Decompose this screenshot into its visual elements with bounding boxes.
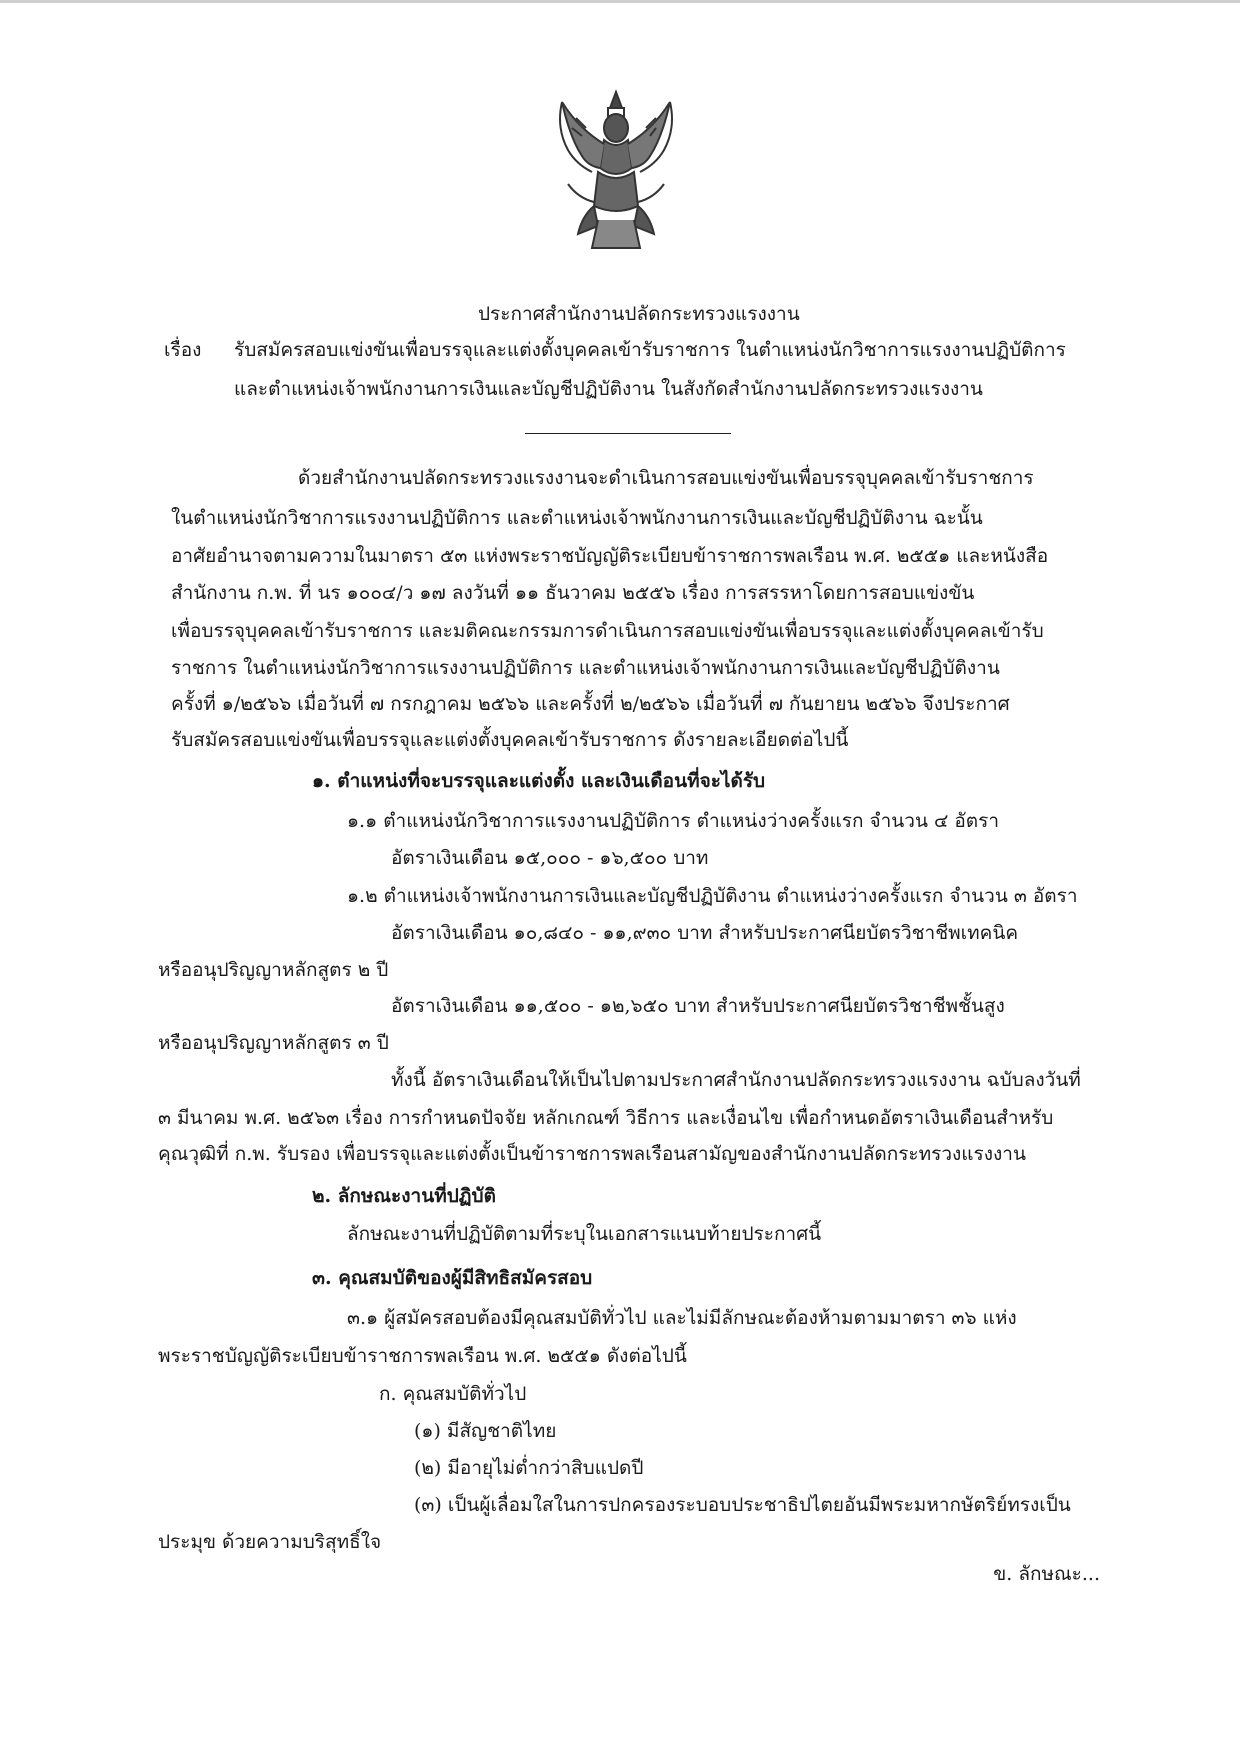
- position-1-2-salary-a-cont: หรืออนุปริญญาหลักสูตร ๒ ปี: [158, 959, 389, 981]
- general-qualifications-heading: ก. คุณสมบัติทั่วไป: [379, 1383, 527, 1405]
- salary-note-line: ๓ มีนาคม พ.ศ. ๒๕๖๓ เรื่อง การกำหนดปัจจัย หลักเกณฑ์ วิธีการ และเงื่อนไข เพื่อกำหนดอัตราเงินเดือนสำหรับ: [158, 1107, 1054, 1129]
- subject-line-1: รับสมัครสอบแข่งขันเพื่อบรรจุและแต่งตั้งบุคคลเข้ารับราชการ ในตำแหน่งนักวิชาการแรงงานปฏิบัติการ: [234, 339, 1066, 361]
- intro-line: รับสมัครสอบแข่งขันเพื่อบรรจุและแต่งตั้งบุคคลเข้ารับราชการ ดังรายละเอียดต่อไปนี้: [171, 729, 849, 751]
- qualification-item-cont: ประมุข ด้วยความบริสุทธิ์ใจ: [158, 1531, 382, 1553]
- qualification-item: (๑) มีสัญชาติไทย: [414, 1420, 557, 1442]
- position-1-2: ๑.๒ ตำแหน่งเจ้าพนักงานการเงินและบัญชีปฏิบัติงาน ตำแหน่งว่างครั้งแรก จำนวน ๓ อัตรา: [347, 885, 1078, 907]
- qualification-item: (๒) มีอายุไม่ต่ำกว่าสิบแปดปี: [414, 1457, 644, 1479]
- intro-line: ด้วยสำนักงานปลัดกระทรวงแรงงานจะดำเนินการสอบแข่งขันเพื่อบรรจุบุคคลเข้ารับราชการ: [298, 467, 1034, 489]
- continued-marker: ข. ลักษณะ...: [993, 1563, 1100, 1585]
- qualification-3-1-cont: พระราชบัญญัติระเบียบข้าราชการพลเรือน พ.ศ. ๒๕๕๑ ดังต่อไปนี้: [158, 1345, 687, 1367]
- intro-line: ครั้งที่ ๑/๒๕๖๖ เมื่อวันที่ ๗ กรกฎาคม ๒๕๖๖ และครั้งที่ ๒/๒๕๖๖ เมื่อวันที่ ๗ กันยายน ๒๕๖๖ จึงประกาศ: [171, 693, 1010, 715]
- qualification-item: (๓) เป็นผู้เลื่อมใสในการปกครองระบอบประชาธิปไตยอันมีพระมหากษัตริย์ทรงเป็น: [414, 1494, 1071, 1516]
- position-1-1: ๑.๑ ตำแหน่งนักวิชาการแรงงานปฏิบัติการ ตำแหน่งว่างครั้งแรก จำนวน ๔ อัตรา: [347, 810, 1000, 832]
- position-1-2-salary-a: อัตราเงินเดือน ๑๐,๘๔๐ - ๑๑,๙๓๐ บาท สำหรับประกาศนียบัตรวิชาชีพเทคนิค: [391, 922, 1019, 944]
- section-2-body: ลักษณะงานที่ปฏิบัติตามที่ระบุในเอกสารแนบท้ายประกาศนี้: [347, 1223, 822, 1245]
- garuda-emblem-icon: [548, 88, 684, 254]
- scan-edge: [0, 0, 1240, 3]
- intro-line: ในตำแหน่งนักวิชาการแรงงานปฏิบัติการ และตำแหน่งเจ้าพนักงานการเงินและบัญชีปฏิบัติงาน ฉะนั้น: [171, 507, 983, 529]
- position-1-2-salary-b-cont: หรืออนุปริญญาหลักสูตร ๓ ปี: [158, 1032, 389, 1054]
- intro-line: อาศัยอำนาจตามความในมาตรา ๕๓ แห่งพระราชบัญญัติระเบียบข้าราชการพลเรือน พ.ศ. ๒๕๕๑ และหนังสือ: [171, 545, 1049, 567]
- subject-label: เรื่อง: [164, 339, 202, 361]
- title-divider: [525, 433, 731, 434]
- position-1-1-salary: อัตราเงินเดือน ๑๕,๐๐๐ - ๑๖,๕๐๐ บาท: [391, 847, 709, 869]
- section-3-heading: ๓. คุณสมบัติของผู้มีสิทธิสมัครสอบ: [312, 1267, 593, 1289]
- section-2-heading: ๒. ลักษณะงานที่ปฏิบัติ: [312, 1185, 496, 1207]
- intro-line: เพื่อบรรจุบุคคลเข้ารับราชการ และมติคณะกรรมการดำเนินการสอบแข่งขันเพื่อบรรจุและแต่งตั้งบุคคลเข้ารับ: [171, 620, 1044, 642]
- salary-note-line: คุณวุฒิที่ ก.พ. รับรอง เพื่อบรรจุและแต่งตั้งเป็นข้าราชการพลเรือนสามัญของสำนักงานปลัดกระทรวงแรงงาน: [158, 1143, 1026, 1165]
- intro-line: สำนักงาน ก.พ. ที่ นร ๑๐๐๔/ว ๑๗ ลงวันที่ ๑๑ ธันวาคม ๒๕๕๖ เรื่อง การสรรหาโดยการสอบแข่งขัน: [171, 582, 975, 604]
- qualification-3-1: ๓.๑ ผู้สมัครสอบต้องมีคุณสมบัติทั่วไป และไม่มีลักษณะต้องห้ามตามมาตรา ๓๖ แห่ง: [347, 1307, 1017, 1329]
- intro-line: ราชการ ในตำแหน่งนักวิชาการแรงงานปฏิบัติการ และตำแหน่งเจ้าพนักงานการเงินและบัญชีปฏิบัติงาน: [171, 657, 1000, 679]
- position-1-2-salary-b: อัตราเงินเดือน ๑๑,๕๐๐ - ๑๒,๖๕๐ บาท สำหรับประกาศนียบัตรวิชาชีพชั้นสูง: [391, 995, 1005, 1017]
- section-1-heading: ๑. ตำแหน่งที่จะบรรจุและแต่งตั้ง และเงินเดือนที่จะได้รับ: [312, 770, 766, 792]
- salary-note-line: ทั้งนี้ อัตราเงินเดือนให้เป็นไปตามประกาศสำนักงานปลัดกระทรวงแรงงาน ฉบับลงวันที่: [391, 1069, 1081, 1091]
- subject-line-2: และตำแหน่งเจ้าพนักงานการเงินและบัญชีปฏิบัติงาน ในสังกัดสำนักงานปลัดกระทรวงแรงงาน: [234, 378, 983, 400]
- announcement-title: ประกาศสำนักงานปลัดกระทรวงแรงงาน: [478, 303, 800, 325]
